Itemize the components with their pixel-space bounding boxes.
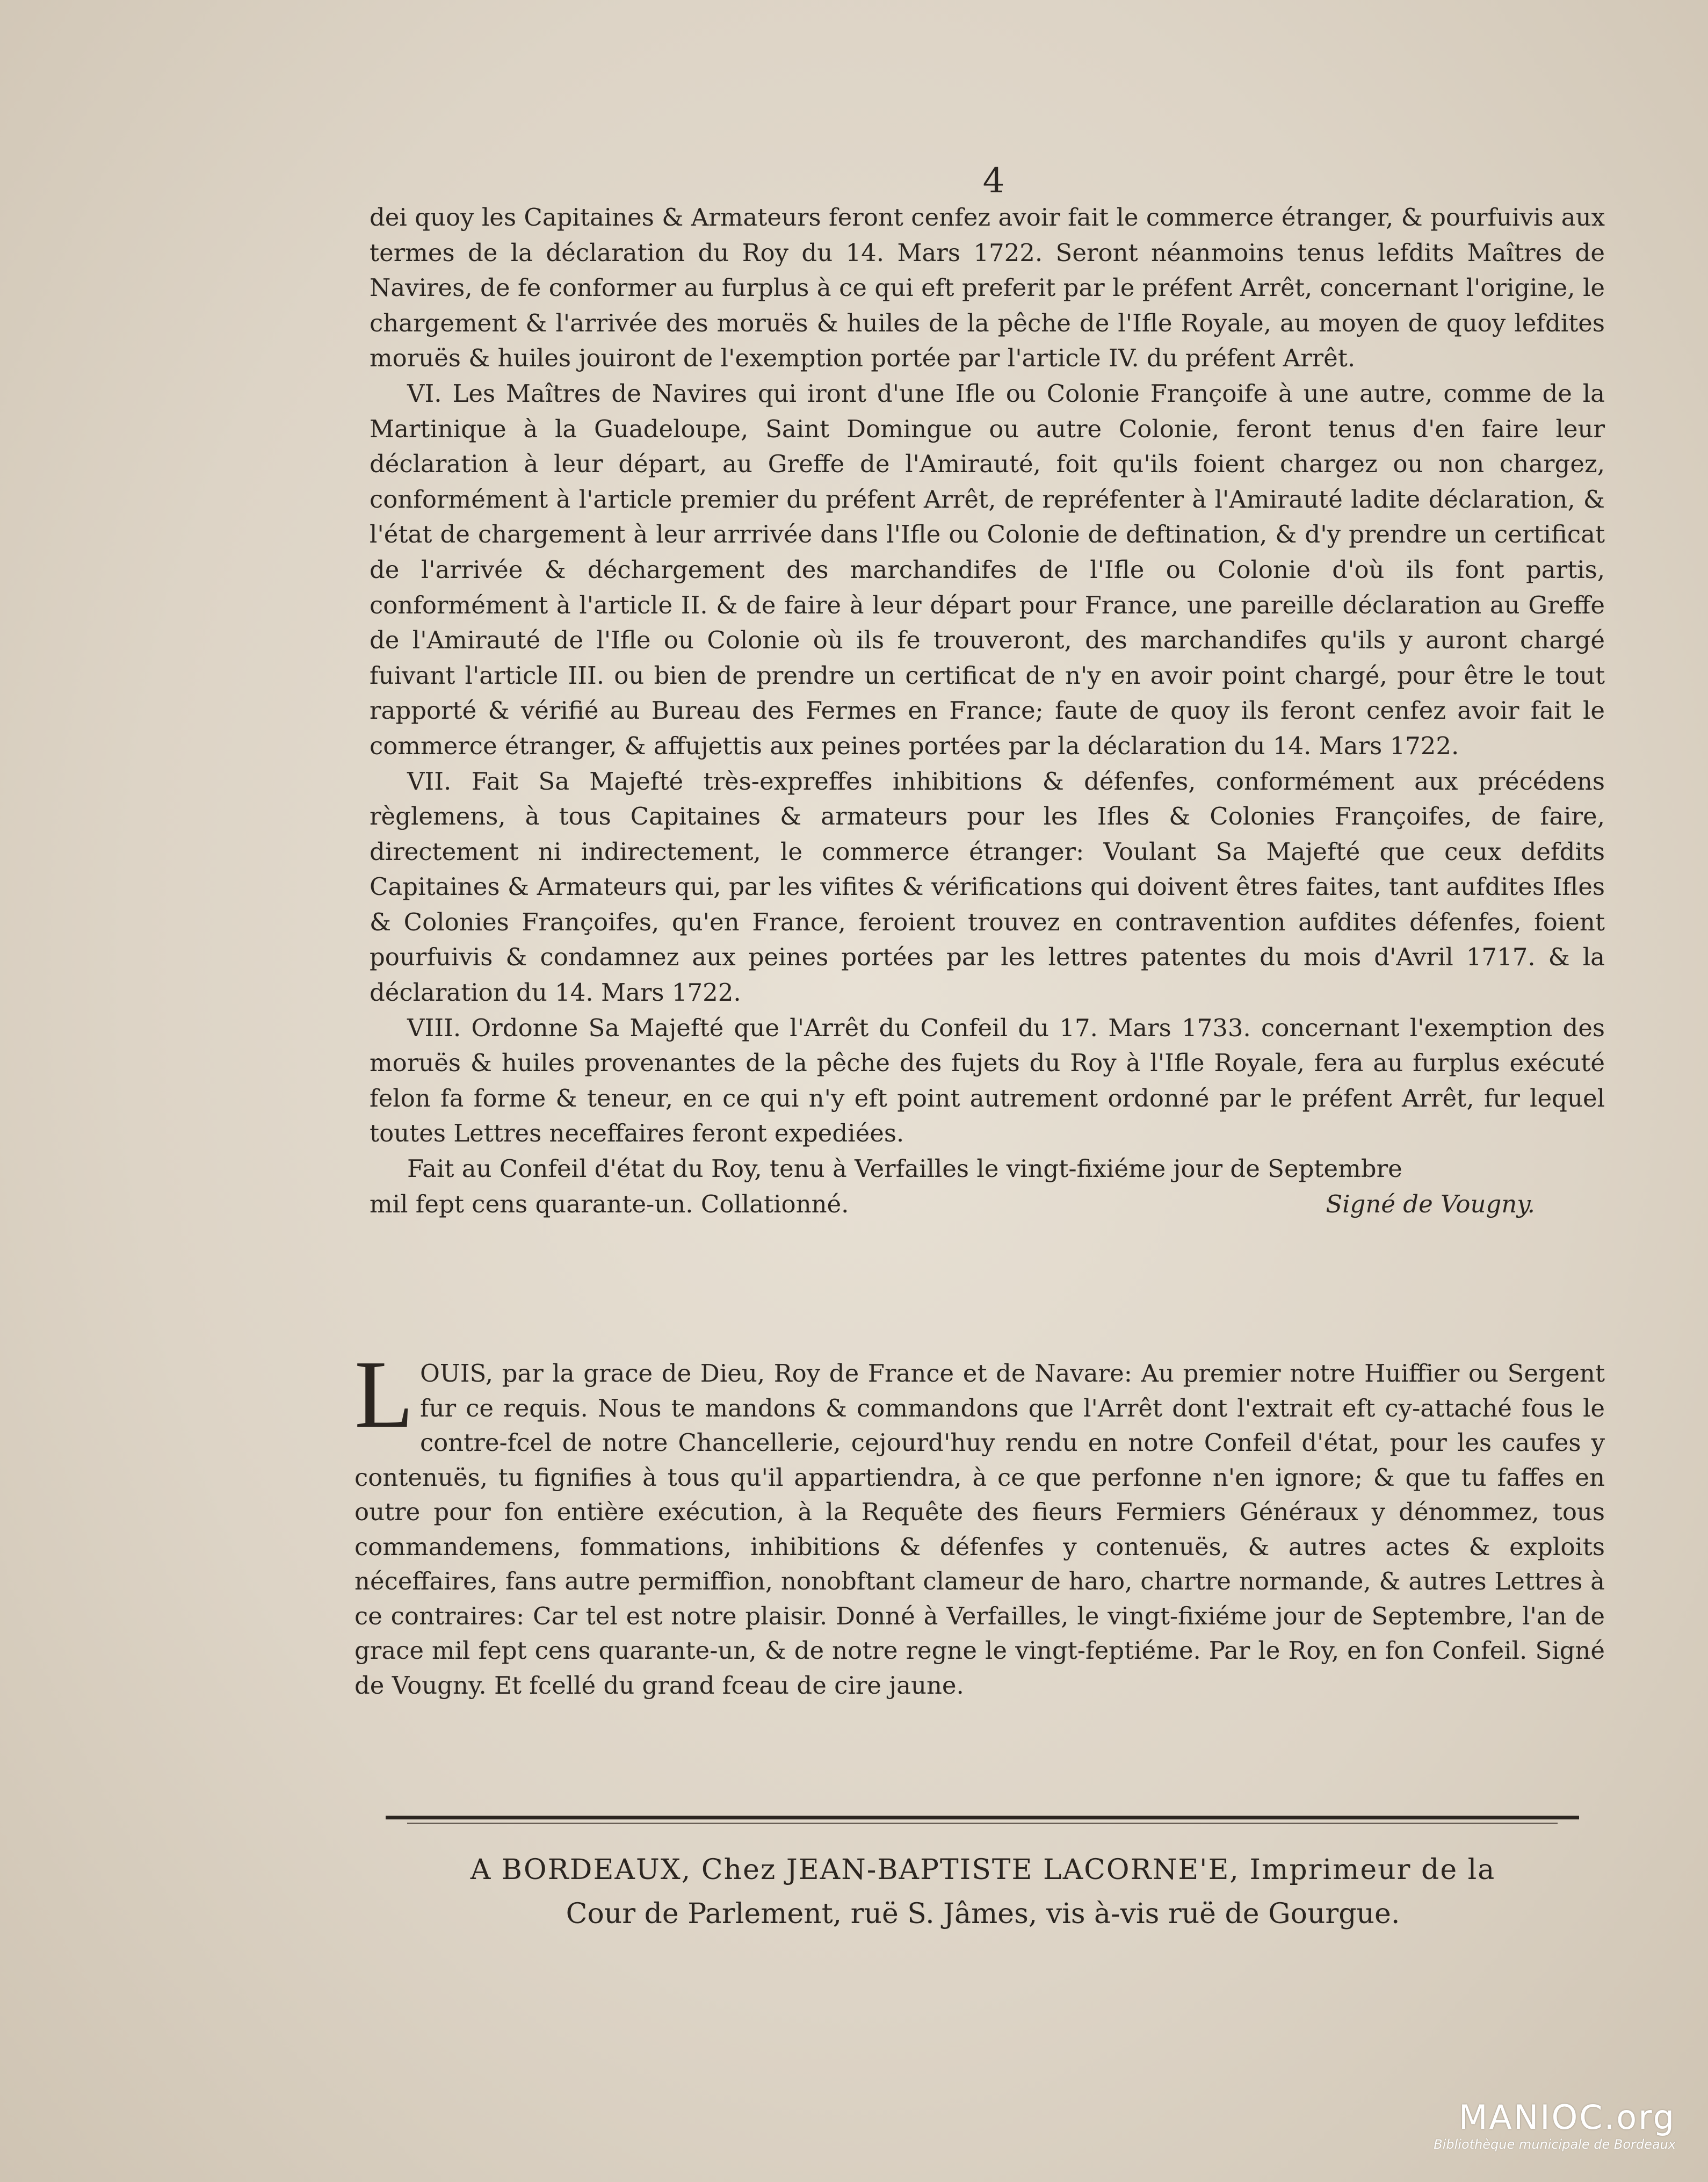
imprint-line-1: A BORDEAUX, Chez JEAN-BAPTISTE LACORNE'E, Imprimeur de la — [470, 1854, 1496, 1886]
manioc-watermark — [1375, 2098, 1676, 2152]
paragraph-continuation: dei quoy les Capitaines & Armateurs feront cenfez avoir fait le commerce étranger, & pourfuivis aux termes de la déclaration du Roy du 14. Mars 1722. Seront néanmoins tenus lefdits Maîtres de Navires, de fe conformer au furplus à ce qui eft preferit par le préfent Arrêt, concernant l'origine, le chargement & l'arrivée des moruës & huiles de la pêche de l'Ifle Royale, au moyen de quoy lefdites moruës & huiles jouiront de l'exemption portée par l'article IV. du préfent Arrêt. — [370, 203, 1605, 373]
article-viii: VIII. Ordonne Sa Majefté que l'Arrêt du Confeil du 17. Mars 1733. concernant l'exemption des moruës & huiles provenantes de la pêche des fujets du Roy à l'Ifle Royale, fera au furplus exécuté felon fa forme & teneur, en ce qui n'y eft point autrement ordonné par le préfent Arrêt, fur lequel toutes Lettres neceffaires feront expediées. — [370, 1013, 1605, 1148]
imprint — [376, 1848, 1590, 1936]
article-vi: VI. Les Maîtres de Navires qui iront d'une Ifle ou Colonie Françoife à une autre, comme de la Martinique à la Guadeloupe, Saint Domingue ou autre Colonie, feront tenus d'en faire leur déclaration à leur départ, au Greffe de l'Amirauté, foit qu'ils foient chargez ou non chargez, conformément à l'article premier du préfent Arrêt, de repréfenter à l'Amirauté ladite déclaration, & l'état de chargement à leur arrrivée dans l'Ifle ou Colonie de deftination, & d'y prendre un certificat de l'arrivée & déchargement des marchandifes de l'Ifle ou Colonie d'où ils font partis, conformément à l'article II. & de faire à leur départ pour France, une pareille déclaration au Greffe de l'Amirauté de l'Ifle ou Colonie où ils fe trouveront, des marchandifes qu'ils y auront chargé fuivant l'article III. ou bien de prendre un certificat de n'y en avoir point chargé, pour être le tout rapporté & vérifié au Bureau des Fermes en France; faute de quoy ils feront cenfez avoir fait le commerce étranger, & affujettis aux peines portées par la déclaration du 14. Mars 1722. — [370, 379, 1605, 760]
article-vii: VII. Fait Sa Majefté très-expreffes inhibitions & défenfes, conformément aux précédens règlemens, à tous Capitaines & armateurs pour les Ifles & Colonies Françoifes, de faire, directement ni indirectement, le commerce étranger: Voulant Sa Majefté que ceux defdits Capitaines & Armateurs qui, par les vifites & vérifications qui doivent êtres faites, tant aufdites Ifles & Colonies Françoifes, qu'en France, feroient trouvez en contravention aufdites défenfes, foient pourfuivis & condamnez aux peines portées par les lettres patentes du mois d'Avril 1717. & la déclaration du 14. Mars 1722. — [370, 767, 1605, 1007]
imprint-line-2: Cour de Parlement, ruë S. Jâmes, vis à-vis ruë de Gourgue. — [566, 1898, 1400, 1930]
watermark-logo: MANIOC.org — [1458, 2098, 1676, 2137]
closing-line: mil fept cens quarante-un. Collationné. — [370, 1189, 849, 1218]
watermark-subtitle: Bibliothèque municipale de Bordeaux — [1434, 2137, 1676, 2152]
signature-line — [370, 1187, 1605, 1222]
page-number: 4 — [982, 161, 1005, 201]
divider-rule — [386, 1816, 1579, 1819]
fait-au-conseil: Fait au Confeil d'état du Roy, tenu à Verfailles le vingt-fixiéme jour de Septembre — [407, 1154, 1402, 1183]
drop-cap: L — [354, 1341, 414, 1448]
arret-articles — [370, 200, 1605, 1222]
lettres-text: OUIS, par la grace de Dieu, Roy de France et de Navare: Au premier notre Huiffier ou Sergent fur ce requis. Nous te mandons & commandons que l'Arrêt dont l'extrait eft cy-attaché fous le contre-fcel de notre Chancellerie, cejourd'huy rendu en notre Confeil d'état, pour les caufes y contenuës, tu fignifies à tous qu'il appartiendra, à ce que perfonne n'en ignore; & que tu faffes en outre pour fon entière exécution, à la Requête des fieurs Fermiers Généraux y dénommez, tous commandemens, fommations, inhibitions & défenfes y contenuës, & autres actes & exploits néceffaires, fans autre permiffion, nonobftant clameur de haro, chartre normande, & autres Lettres à ce contraires: Car tel est notre plaisir. Donné à Verfailles, le vingt-fixiéme jour de Septembre, l'an de grace mil fept cens quarante-un, & de notre regne le vingt-feptiéme. Par le Roy, en fon Confeil. Signé de Vougny. Et fcellé du grand fceau de cire jaune. — [354, 1359, 1605, 1700]
signature: Signé de Vougny. — [1326, 1189, 1535, 1218]
lettres-patentes — [354, 1341, 1605, 1703]
